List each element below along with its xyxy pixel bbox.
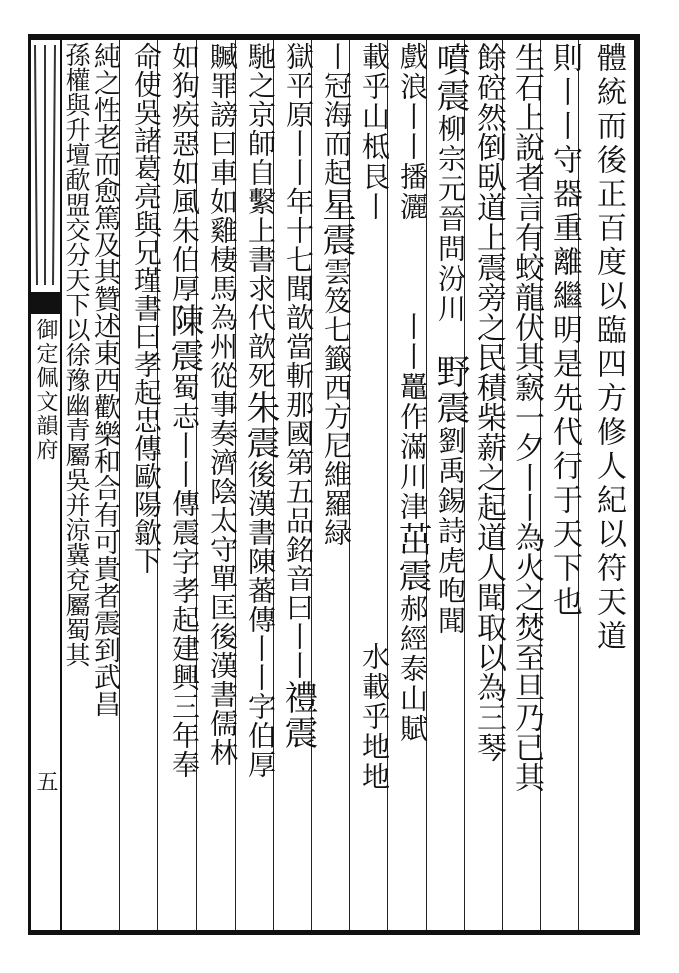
entry-text: 後漢書陳蕃傳丨丨字伯厚 xyxy=(244,460,277,779)
entry-text: 雲笈七籤西方尼維羅緑 xyxy=(320,257,353,547)
fishtail-ornament-icon xyxy=(31,40,60,290)
entry-text: 蜀志丨丨傳震字孝起建興三年奉 xyxy=(168,373,201,779)
frame-bottom-border xyxy=(28,930,640,935)
text-column-4 xyxy=(469,42,507,926)
entry-text: 劉禹錫詩虎咆聞 xyxy=(434,426,467,636)
entry-text: 贓罪謗曰車如雞棲馬 xyxy=(206,42,239,303)
text-column-15 xyxy=(63,42,89,926)
entry-heading: 禮震 xyxy=(278,680,318,750)
text-column-11 xyxy=(203,42,241,926)
text-column-8 xyxy=(317,42,355,926)
text-column-1 xyxy=(583,42,633,926)
text-column-14 xyxy=(89,42,119,926)
column-text: 餘硿然倒臥道上震旁之民積柴薪之起道人聞取以為三琴 xyxy=(471,42,506,762)
text-column-7 xyxy=(355,42,393,926)
entry-text: 丨丨鼉作滿川津 xyxy=(396,312,429,522)
entry-text: 馳之京師自繫上書求代歆死 xyxy=(244,42,277,390)
entry-text: 純之性老而愈篤及其贊述東西歡樂和合有可貴者震到武昌 xyxy=(89,42,120,717)
text-column-12 xyxy=(165,42,203,926)
entry-text: 丨冠海而起 xyxy=(320,42,353,187)
text-column-10 xyxy=(241,42,279,926)
text-column-6 xyxy=(393,42,431,926)
entry-text: 載乎山柢艮丨 xyxy=(358,42,391,222)
text-column-2 xyxy=(545,42,583,926)
text-column-3 xyxy=(507,42,545,926)
entry-text: 柳宗元晉問汾川 xyxy=(434,114,467,324)
entry-heading: 噴震 xyxy=(430,42,470,114)
text-column-13 xyxy=(127,42,165,926)
entry-text: 獄平原丨丨年十七聞歆當斬 xyxy=(282,42,315,390)
book-title: 御定佩文韻府 xyxy=(33,318,58,462)
entry-text: 傳歐陽歙下 xyxy=(130,434,163,574)
entry-heading: 茁震 xyxy=(392,522,432,594)
entry-text: 戲浪丨丨播灑 xyxy=(396,42,429,222)
entry-heading: 野震 xyxy=(430,354,470,426)
entry-text: 後漢書儒林 xyxy=(206,622,239,767)
column-text: 體統而後正百度以臨四方修人紀以符天道 xyxy=(591,42,626,654)
entry-text: 水載乎地地 xyxy=(358,642,391,792)
entry-heading: 朱震 xyxy=(240,390,280,460)
entry-heading: 星震 xyxy=(316,187,356,257)
entry-heading: 陳震 xyxy=(164,303,204,373)
text-column-5 xyxy=(431,42,469,926)
fishtail-block xyxy=(31,292,60,314)
column-text: 則丨丨守器重離繼明是先代行于天下也 xyxy=(547,42,582,620)
entry-text: 為州從事奏濟陰太守單匡 xyxy=(206,303,239,622)
entry-text: 如狗疾惡如風朱伯厚 xyxy=(168,42,201,303)
entry-text: 命使吳諸葛亮與兄瑾書曰孝起忠 xyxy=(130,42,163,434)
entry-text: 那國第五品銘音曰丨丨 xyxy=(282,390,315,680)
entry-text: 孫權與升壇歃盟交分天下以徐豫幽青屬吳并涼冀兗屬蜀其 xyxy=(62,42,91,667)
page-number: 五 xyxy=(33,770,58,792)
text-column-9 xyxy=(279,42,317,926)
column-text: 生石上說者言有蛟龍伏其窾一夕丨丨為火之焚至旦乃已其 xyxy=(509,42,544,792)
entry-text: 郝經泰山賦 xyxy=(396,594,429,744)
frame-right-border xyxy=(634,34,640,935)
